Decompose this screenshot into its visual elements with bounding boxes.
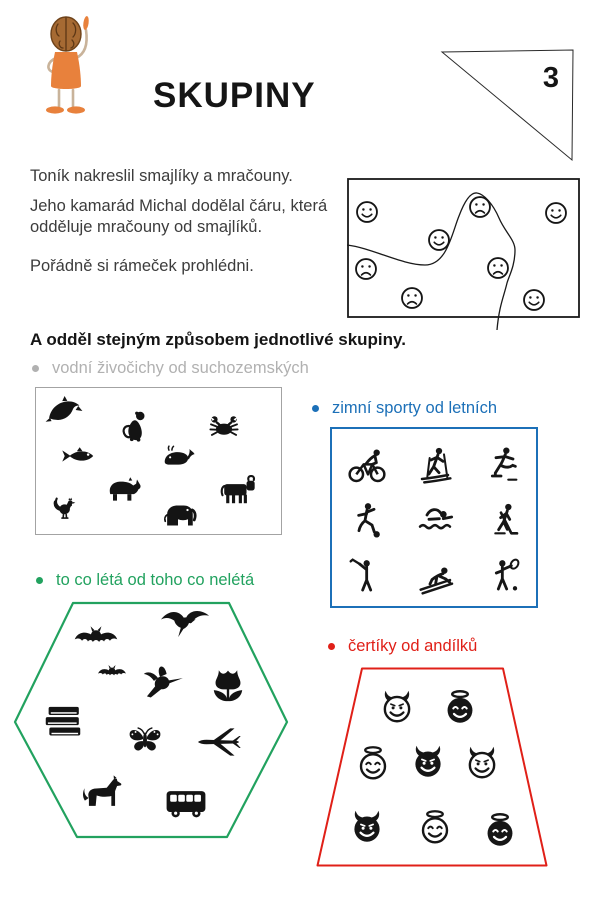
- bullet-label: to co létá od toho co nelétá: [56, 571, 255, 589]
- rooster-icon: [49, 491, 83, 525]
- frowny-icon: [399, 285, 425, 311]
- sports-box: [330, 427, 538, 608]
- bullet-label: zimní sporty od letních: [332, 399, 498, 417]
- sports-items: [332, 429, 536, 606]
- faces-items: [316, 667, 548, 867]
- horse-icon: [80, 767, 126, 813]
- airplane-icon: [195, 719, 241, 765]
- smiley-icon: [521, 287, 547, 313]
- smiley-icon: [543, 200, 569, 226]
- animals-items: [36, 388, 281, 534]
- angel-outline-icon: [355, 745, 391, 781]
- swimmer-icon: [416, 501, 456, 541]
- angel-outline-icon: [417, 809, 453, 845]
- angel-filled-icon: [442, 689, 478, 725]
- smiley-icon: [426, 227, 452, 253]
- animals-box: [35, 387, 282, 535]
- bullet-dot: [32, 365, 39, 372]
- example-faces: [347, 178, 580, 318]
- bullet-dot: [36, 577, 43, 584]
- flying-hexagon: [13, 600, 289, 840]
- hummingbird-icon: [139, 659, 185, 705]
- flying-items: [13, 600, 289, 840]
- devil-outline-icon: [379, 689, 415, 725]
- bullet-faces: [328, 637, 477, 656]
- intro-paragraph-2: Jeho kamarád Michal dodělal čáru, která odděluje mračouny od smajlíků.: [30, 197, 328, 236]
- golfer-icon: [347, 557, 387, 597]
- cyclist-icon: [347, 445, 387, 485]
- tulip-icon: [207, 667, 249, 709]
- devil-outline-icon: [464, 745, 500, 781]
- faces-trapezoid: [316, 667, 548, 867]
- page-number: 3: [542, 62, 560, 94]
- frowny-icon: [485, 255, 511, 281]
- bullet-sports: [312, 399, 497, 418]
- devil-filled-icon: [349, 809, 385, 845]
- intro-paragraph-3: Pořádně si rámeček prohlédni.: [30, 257, 254, 275]
- dolphin-icon: [45, 395, 83, 433]
- task-heading: A odděl stejným způsobem jednotlivé skupiny.: [30, 330, 406, 349]
- pterodactyl-icon: [159, 604, 211, 656]
- mascot-illustration: [25, 8, 107, 118]
- bullet-animals: [32, 359, 309, 378]
- bullet-dot: [328, 643, 335, 650]
- cross-country-skier-icon: [416, 445, 456, 485]
- crab-icon: [207, 409, 241, 443]
- footballer-icon: [347, 501, 387, 541]
- whale-icon: [161, 441, 195, 475]
- monkey-icon: [114, 406, 154, 446]
- bat-icon: [97, 659, 127, 689]
- intro-paragraph-1: Toník nakreslil smajlíky a mračouny.: [30, 167, 293, 185]
- rhino-icon: [103, 466, 143, 506]
- elephant-icon: [159, 493, 199, 533]
- bullet-flying: [36, 571, 254, 590]
- frowny-icon: [467, 194, 493, 220]
- downhill-skier-icon: [416, 557, 456, 597]
- devil-filled-icon: [410, 744, 446, 780]
- butterfly-icon: [124, 717, 166, 759]
- fish-icon: [60, 438, 96, 474]
- frowny-icon: [353, 256, 379, 282]
- bullet-label: čertíky od andílků: [348, 637, 478, 655]
- cow-icon: [217, 467, 259, 509]
- corner-triangle: [433, 40, 581, 168]
- bus-icon: [163, 781, 209, 827]
- books-icon: [40, 699, 86, 745]
- tennis-player-icon: [484, 557, 524, 597]
- ice-skater-icon: [484, 445, 524, 485]
- bullet-label: vodní živočichy od suchozemských: [52, 359, 309, 377]
- bat-icon: [73, 617, 119, 663]
- page-title: SKUPINY: [153, 76, 316, 115]
- smiley-icon: [354, 199, 380, 225]
- angel-filled-icon: [482, 812, 518, 848]
- hockey-player-icon: [484, 501, 524, 541]
- bullet-dot: [312, 405, 319, 412]
